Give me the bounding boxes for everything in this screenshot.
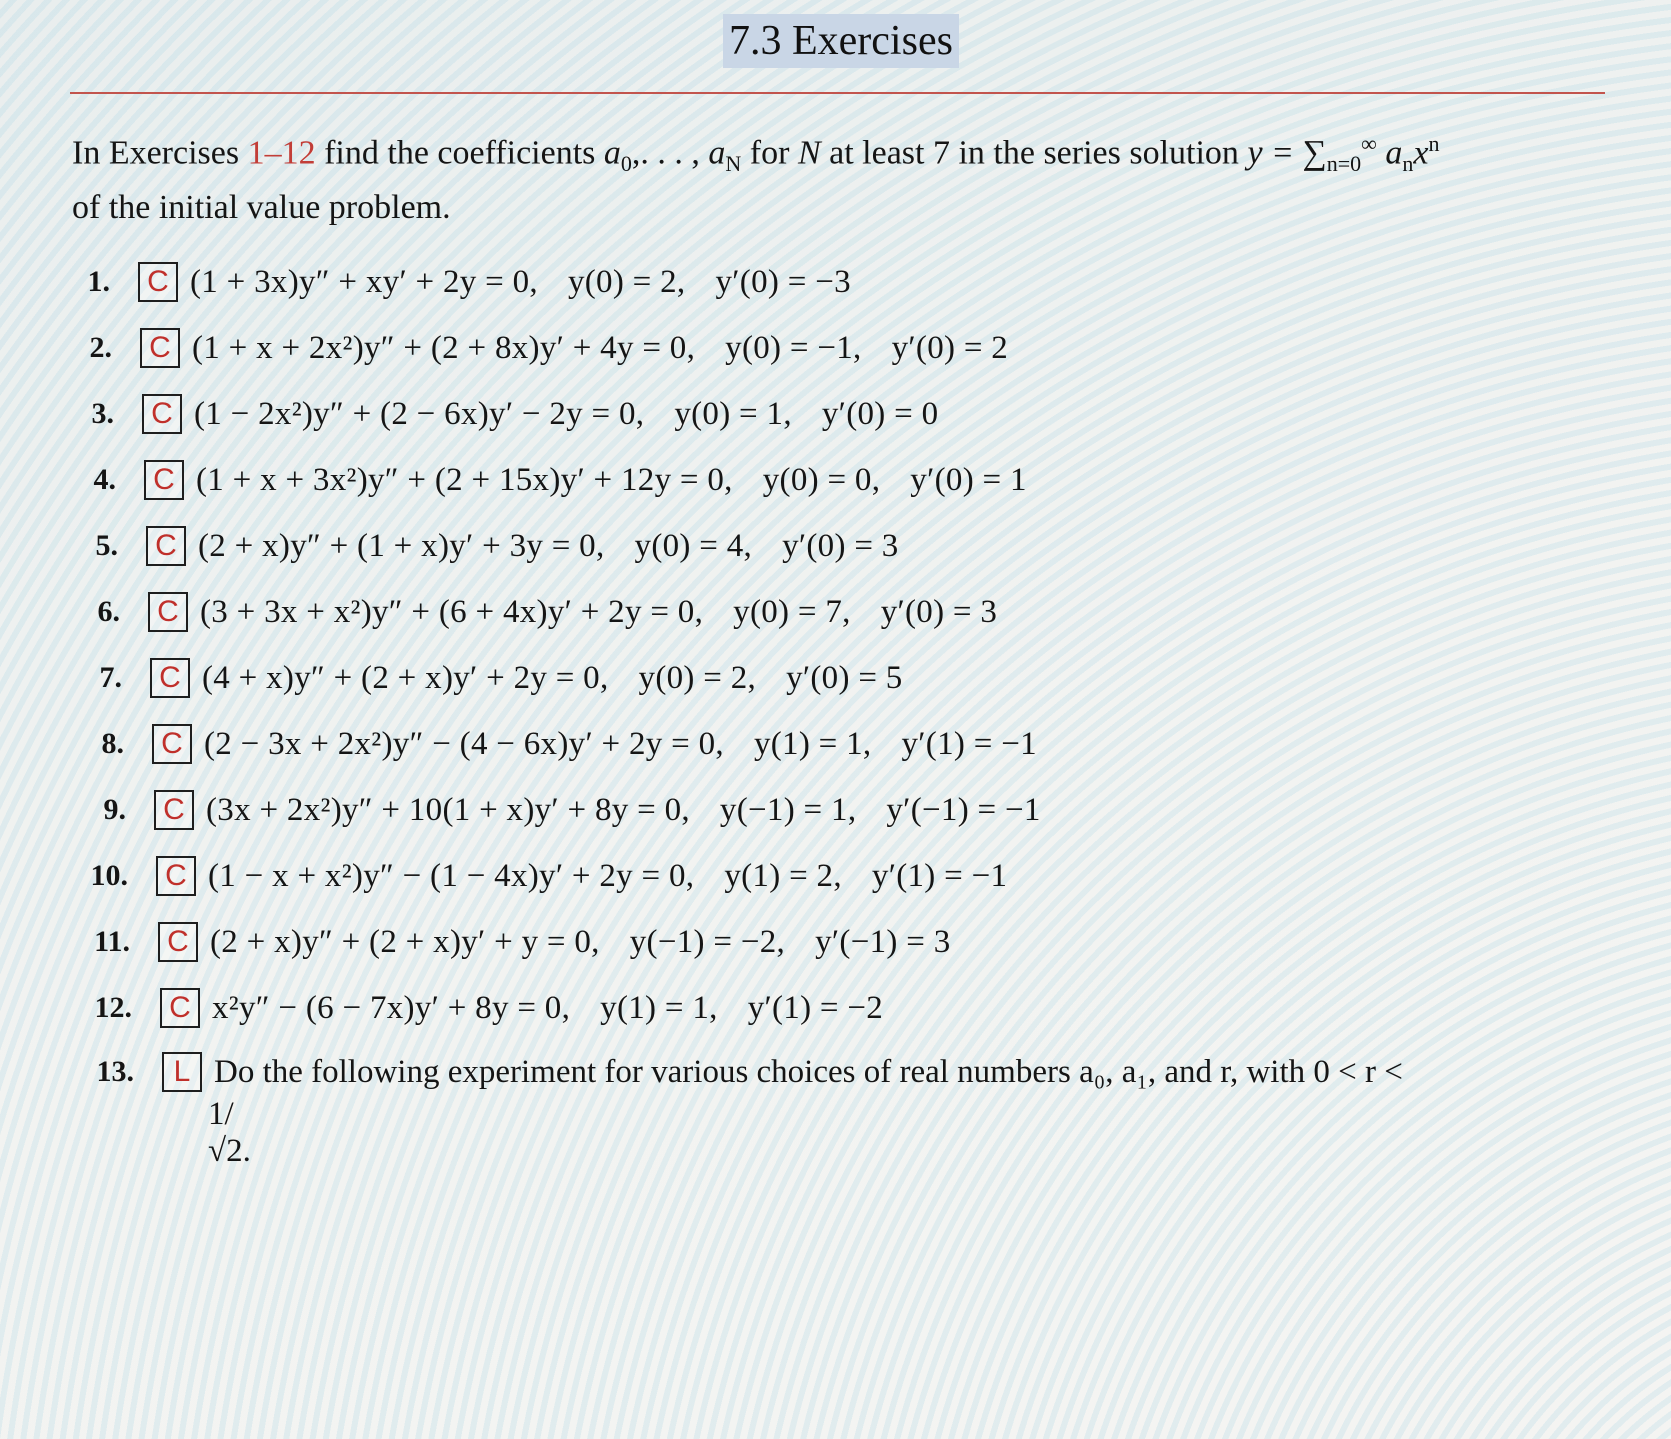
coeff-last: a xyxy=(708,134,726,172)
computer-exercise-badge[interactable]: C xyxy=(156,856,196,896)
coeff-first-sub: 0 xyxy=(620,151,632,177)
lab-exercise-badge[interactable]: L xyxy=(162,1052,202,1092)
exercise-item xyxy=(42,322,1008,374)
exercise-equation: (2 + x)y″ + (2 + x)y′ + y = 0, y(−1) = −2, y′(−1) = 3 xyxy=(210,923,951,960)
exercise-number: 6. xyxy=(97,595,120,628)
exercise-equation: x²y″ − (6 − 7x)y′ + 8y = 0, y(1) = 1, y′(1) = −2 xyxy=(212,989,884,1026)
coeff-last-sub: N xyxy=(725,151,742,177)
exercise-range-link[interactable]: 1–12 xyxy=(247,134,316,172)
computer-exercise-badge[interactable]: C xyxy=(148,592,188,632)
exercise-item xyxy=(48,520,899,572)
computer-exercise-badge[interactable]: C xyxy=(152,724,192,764)
exercise-item xyxy=(60,916,951,968)
exercise-number: 10. xyxy=(90,859,128,892)
exercise-equation: (1 + x + 2x²)y″ + (2 + 8x)y′ + 4y = 0, y(0) = −1, y′(0) = 2 xyxy=(192,329,1009,366)
computer-exercise-badge[interactable]: C xyxy=(154,790,194,830)
computer-exercise-badge[interactable]: C xyxy=(160,988,200,1028)
title-divider xyxy=(70,92,1605,94)
exercise-equation: (2 + x)y″ + (1 + x)y′ + 3y = 0, y(0) = 4, y′(0) = 3 xyxy=(198,527,899,564)
series-term-sup: n xyxy=(1428,131,1440,156)
n-symbol: N xyxy=(797,134,821,172)
exercise-number: 3. xyxy=(91,397,114,430)
exercise-13-text: Do the following experiment for various choices of real numbers a₀, a₁, and r, with 0 < r < xyxy=(214,1053,1403,1090)
intro-mid3: at least 7 in the series solution xyxy=(820,134,1248,172)
exercise-equation: (4 + x)y″ + (2 + x)y′ + 2y = 0, y(0) = 2, y′(0) = 5 xyxy=(202,659,903,696)
computer-exercise-badge[interactable]: C xyxy=(144,460,184,500)
sigma-sup: ∞ xyxy=(1361,131,1377,156)
exercise-item xyxy=(44,388,938,440)
sigma-sub: n=0 xyxy=(1326,151,1362,177)
computer-exercise-badge[interactable]: C xyxy=(140,328,180,368)
exercise-equation: (1 + 3x)y″ + xy′ + 2y = 0, y(0) = 2, y′(0) = −3 xyxy=(190,263,851,300)
series-term-sub: n xyxy=(1402,151,1414,177)
exercise-equation: (3 + 3x + x²)y″ + (6 + 4x)y′ + 2y = 0, y(0) = 7, y′(0) = 3 xyxy=(200,593,998,630)
exercise-number: 13. xyxy=(96,1055,134,1088)
exercise-equation: (1 − 2x²)y″ + (2 − 6x)y′ − 2y = 0, y(0) = 1, y′(0) = 0 xyxy=(194,395,939,432)
exercise-equation: (1 − x + x²)y″ − (1 − 4x)y′ + 2y = 0, y(1) = 2, y′(1) = −1 xyxy=(208,857,1008,894)
computer-exercise-badge[interactable]: C xyxy=(150,658,190,698)
coeff-sep: ,. . . , xyxy=(631,134,709,172)
exercise-item xyxy=(50,586,997,638)
coeff-first: a xyxy=(603,134,621,172)
computer-exercise-badge[interactable]: C xyxy=(138,262,178,302)
exercise-item-13 xyxy=(64,1046,1403,1098)
exercise-item xyxy=(56,784,1041,836)
exercise-equation: (2 − 3x + 2x²)y″ − (4 − 6x)y′ + 2y = 0, y(1) = 1, y′(1) = −1 xyxy=(204,725,1037,762)
computer-exercise-badge[interactable]: C xyxy=(142,394,182,434)
exercise-number: 5. xyxy=(95,529,118,562)
exercise-number: 9. xyxy=(103,793,126,826)
intro-paragraph xyxy=(72,122,1612,230)
exercise-equation: (3x + 2x²)y″ + 10(1 + x)y′ + 8y = 0, y(−1) = 1, y′(−1) = −1 xyxy=(206,791,1041,828)
exercise-13-continuation: 1/√2. xyxy=(208,1096,251,1169)
section-title: 7.3 Exercises xyxy=(723,14,959,68)
sigma-symbol: ∑ xyxy=(1302,134,1327,172)
exercise-number: 2. xyxy=(89,331,112,364)
intro-pre: In Exercises xyxy=(72,134,248,172)
intro-end: of the initial value problem. xyxy=(72,189,451,227)
series-term-x: x xyxy=(1413,134,1429,172)
exercise-item xyxy=(58,850,1007,902)
intro-mid2: for xyxy=(741,134,798,172)
series-term: a xyxy=(1385,134,1403,172)
exercise-item xyxy=(62,982,883,1034)
exercise-number: 1. xyxy=(87,265,110,298)
exercise-number: 8. xyxy=(101,727,124,760)
exercise-item xyxy=(52,652,903,704)
exercise-number: 11. xyxy=(94,925,130,958)
computer-exercise-badge[interactable]: C xyxy=(158,922,198,962)
exercise-item xyxy=(40,256,851,308)
exercise-item xyxy=(54,718,1037,770)
computer-exercise-badge[interactable]: C xyxy=(146,526,186,566)
exercise-item xyxy=(46,454,1027,506)
exercise-number: 4. xyxy=(93,463,116,496)
series-lhs: y = xyxy=(1247,134,1303,172)
intro-mid1: find the coefficients xyxy=(315,134,604,172)
exercise-number: 7. xyxy=(99,661,122,694)
exercise-equation: (1 + x + 3x²)y″ + (2 + 15x)y′ + 12y = 0, y(0) = 0, y′(0) = 1 xyxy=(196,461,1027,498)
exercise-number: 12. xyxy=(94,991,132,1024)
